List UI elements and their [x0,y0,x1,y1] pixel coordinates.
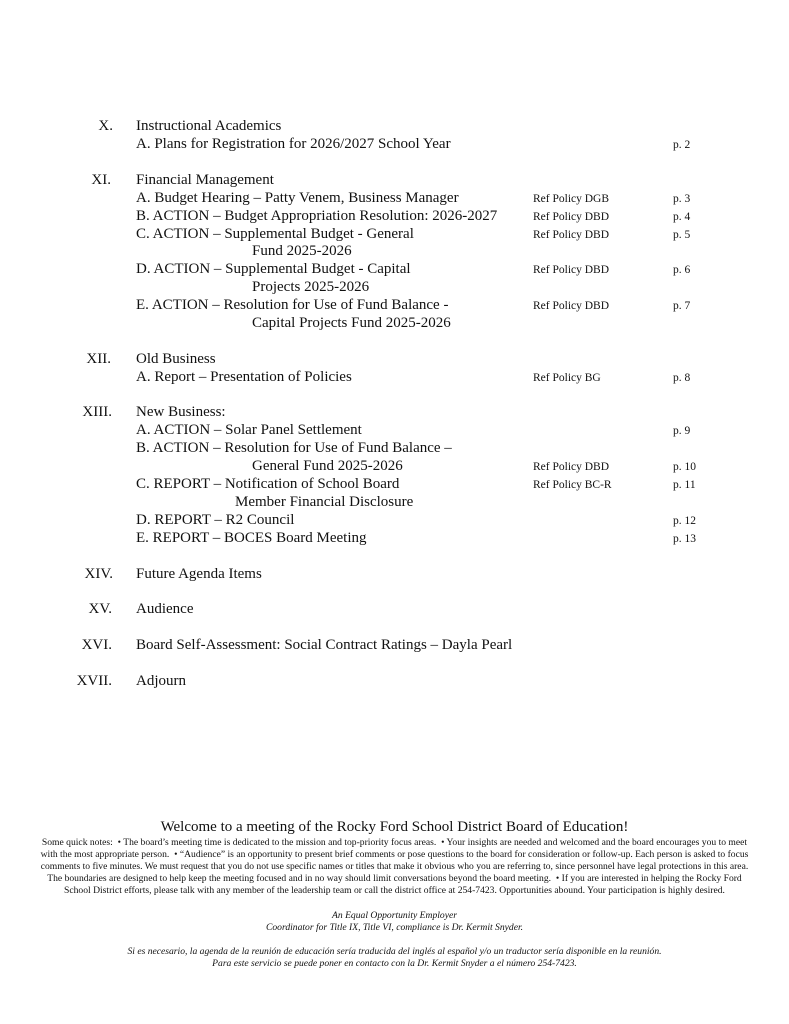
note-audience: “Audience” is an opportunity to present brief comments or pose questions to the board for consideration or follow-up. Each person is asked to focus comments to five minutes. We must request that you do not use specific names or titles that make it obvious who you are referring to, since personnel have legal protections in this area. The boundaries are designed to help keep the meeting focused and in no way should limit conversations beyond the board meeting. [40,849,749,884]
agenda-item-continuation: Projects 2025-2026 [252,279,370,295]
welcome-heading: Welcome to a meeting of the Rocky Ford School District Board of Education! [160,819,629,835]
policy-ref: Ref Policy BG [533,372,601,384]
notes-intro: Some quick notes: [41,837,113,848]
agenda-item: B. ACTION – Budget Appropriation Resolution: 2026-2027 [136,208,498,224]
page-ref: p. 2 [673,139,691,151]
agenda-item-continuation: General Fund 2025-2026 [252,458,403,474]
agenda-item: E. REPORT – BOCES Board Meeting [136,530,367,546]
title-ix-coordinator: Coordinator for Title IX, Title VI, compliance is Dr. Kermit Snyder. [265,922,524,933]
section-title: Financial Management [136,172,274,188]
section-number: XVI. [81,637,112,653]
section-title: Board Self-Assessment: Social Contract Ratings – Dayla Pearl [136,637,513,653]
page-ref: p. 9 [673,425,691,437]
agenda-item: E. ACTION – Resolution for Use of Fund Balance - [136,297,449,313]
spanish-notice-line-1: Si es necesario, la agenda de la reunión de educación sería traducida del inglés al español y/o un traductor sería disponible en la reunión. [127,946,662,957]
section-number: XIII. [82,404,112,420]
section-number: X. [98,118,113,134]
agenda-item: D. ACTION – Supplemental Budget - Capital [136,261,411,277]
agenda-item-continuation: Capital Projects Fund 2025-2026 [252,315,451,331]
agenda-item: C. ACTION – Supplemental Budget - General [136,226,414,242]
section-title: Future Agenda Items [136,566,262,582]
page-ref: p. 12 [673,515,696,527]
section-number: XVII. [76,673,112,689]
policy-ref: Ref Policy DGB [533,193,610,205]
page-ref: p. 13 [673,533,696,545]
page-ref: p. 11 [673,479,696,491]
page-ref: p. 3 [673,193,691,205]
policy-ref: Ref Policy DBD [533,300,610,312]
policy-ref: Ref Policy DBD [533,264,610,276]
policy-ref: Ref Policy DBD [533,211,610,223]
agenda-item: A. Budget Hearing – Patty Venem, Business Manager [136,190,459,206]
policy-ref: Ref Policy DBD [533,229,610,241]
page-ref: p. 7 [673,300,691,312]
page-ref: p. 5 [673,229,691,241]
policy-ref: Ref Policy BC-R [533,479,612,491]
bullet-icon: • [555,873,560,884]
section-title: Old Business [136,351,216,367]
agenda-item: A. Report – Presentation of Policies [136,369,352,385]
section-title: Audience [136,601,194,617]
spanish-notice-line-2: Para este servicio se puede poner en contacto con la Dr. Kermit Snyder a el número 254-7423. [212,958,577,969]
note-mission: The board’s meeting time is dedicated to the mission and top-priority focus areas. [123,837,437,848]
agenda-item: A. ACTION – Solar Panel Settlement [136,422,362,438]
agenda-item: C. REPORT – Notification of School Board [136,476,400,492]
note-insights: Your insights are needed and welcomed and the board encourages you to meet with the most appropriate person. [40,837,748,860]
agenda-item: A. Plans for Registration for 2026/2027 School Year [136,136,451,152]
agenda-item: B. ACTION – Resolution for Use of Fund Balance – [136,440,452,456]
agenda-item-continuation: Member Financial Disclosure [235,494,414,510]
quick-notes [38,837,751,897]
bullet-icon: • [441,837,445,848]
equal-opportunity-employer: An Equal Opportunity Employer [332,910,457,921]
policy-ref: Ref Policy DBD [533,461,610,473]
bullet-icon: • [117,837,121,848]
page-ref: p. 8 [673,372,691,384]
section-title: Adjourn [136,673,186,689]
page-ref: p. 10 [673,461,696,473]
agenda-item: D. REPORT – R2 Council [136,512,295,528]
section-title: Instructional Academics [136,118,282,134]
note-help: If you are interested in helping the Rocky Ford School District efforts, please talk with any member of the leadership team or call the district office at 254-7423. Opportunities abound. Your participation is highly desired. [64,873,742,896]
section-number: XV. [88,601,112,617]
page-ref: p. 6 [673,264,691,276]
bullet-icon: • [174,849,178,860]
section-number: XII. [86,351,111,367]
section-number: XIV. [84,566,113,582]
section-title: New Business: [136,404,226,420]
section-number: XI. [91,172,111,188]
page-ref: p. 4 [673,211,691,223]
agenda-item-continuation: Fund 2025-2026 [252,243,352,259]
